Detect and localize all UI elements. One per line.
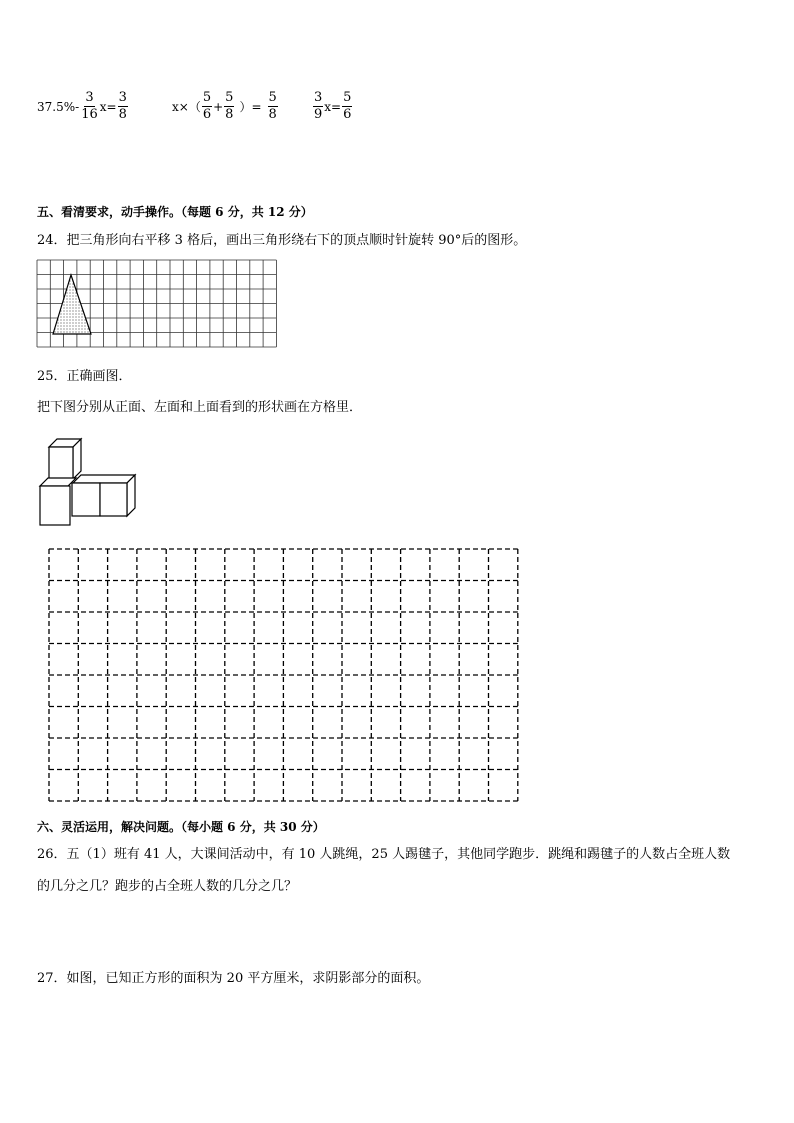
section-5-title: 五、看清要求，动手操作。（每题 6 分，共 12 分） <box>37 205 313 219</box>
equation-1: 37.5%- $\frac{3}{16}$ x= $\frac{3}{8}$ <box>37 90 127 122</box>
fraction: $\frac{3}{9}$ <box>314 90 323 122</box>
question-27: 27．如图，已知正方形的面积为 20 平方厘米，求阴影部分的面积。 <box>37 971 430 986</box>
dashed-answer-grid <box>48 548 522 804</box>
triangle-grid <box>36 259 280 349</box>
fraction: $\frac{5}{8}$ <box>268 90 277 122</box>
equation-2: x×（ $\frac{5}{6}$ + $\frac{5}{8}$ ）= $\frac{5}{8}$ <box>172 90 277 122</box>
fraction: $\frac{3}{16}$ <box>81 90 98 122</box>
equation-3: $\frac{3}{9}$ x= $\frac{5}{6}$ <box>314 90 352 122</box>
question-24: 24．把三角形向右平移 3 格后，画出三角形绕右下的顶点顺时针旋转 90°后的图形。 <box>37 233 527 248</box>
section-6-title: 六、灵活运用，解决问题。（每小题 6 分，共 30 分） <box>37 820 325 834</box>
fraction: $\frac{5}{6}$ <box>343 90 352 122</box>
fraction: $\frac{3}{8}$ <box>118 90 127 122</box>
cube-stack-figure <box>38 435 138 527</box>
question-26-line1: 26．五（1）班有 41 人，大课间活动中，有 10 人跳绳，25 人踢毽子，其他同学跑步．跳绳和踢毽子的人数占全班人数 <box>37 847 731 862</box>
fraction: $\frac{5}{8}$ <box>225 90 234 122</box>
fraction: $\frac{5}{6}$ <box>202 90 212 122</box>
question-25-line1: 25．正确画图． <box>37 369 132 384</box>
shaded-triangle <box>53 275 91 334</box>
question-26-line2: 的几分之几？跑步的占全班人数的几分之几？ <box>37 879 298 894</box>
question-25-line2: 把下图分别从正面、左面和上面看到的形状画在方格里． <box>37 400 363 415</box>
